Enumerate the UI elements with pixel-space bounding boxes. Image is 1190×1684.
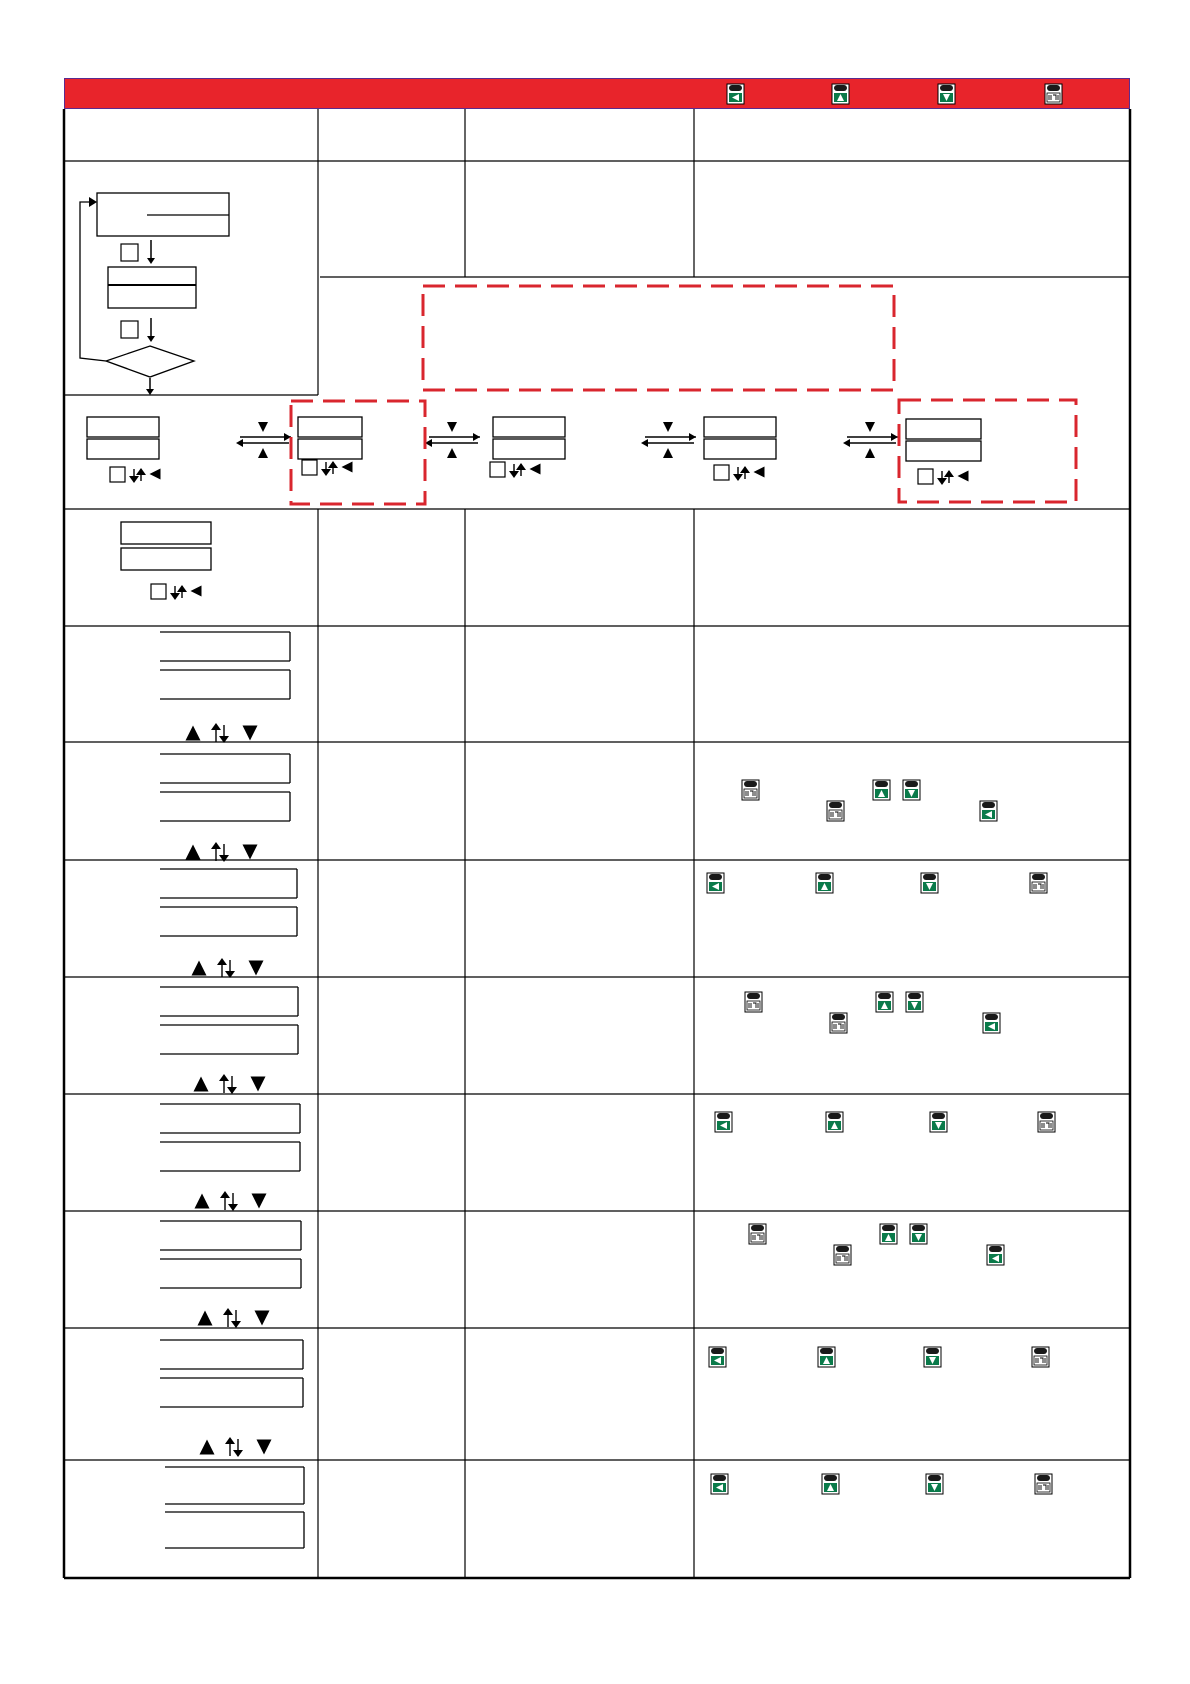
- up-triangle: [195, 1194, 210, 1209]
- enter-key-icon: [834, 1245, 851, 1265]
- menu-item: [704, 417, 776, 459]
- key-cap: [875, 781, 888, 787]
- key-cap: [829, 802, 842, 808]
- key-hint: [110, 467, 161, 483]
- up-triangle: [192, 961, 207, 976]
- arrow-head: [220, 1191, 230, 1198]
- up-key-icon: [816, 873, 833, 893]
- key-cap: [1032, 874, 1045, 880]
- key-cap: [751, 1225, 764, 1231]
- parameter-display: [160, 1104, 300, 1211]
- down-key-icon: [906, 992, 923, 1012]
- enter-key-icon: [1032, 1347, 1049, 1367]
- arrow-head: [170, 593, 180, 600]
- enter-key-icon: [1030, 873, 1047, 893]
- display-box: [108, 267, 196, 308]
- up-key-icon: [826, 1112, 843, 1132]
- up-key-icon: [873, 780, 890, 800]
- updown-hint: [186, 842, 258, 862]
- parameter-display: [121, 522, 211, 570]
- arrow-head: [944, 470, 954, 477]
- key-cap: [878, 993, 891, 999]
- loop-arrow-head: [89, 197, 97, 207]
- arrow-head: [236, 439, 243, 447]
- up-triangle: [447, 448, 457, 458]
- arrow-head: [136, 468, 146, 475]
- arrow-head: [211, 842, 221, 849]
- up-triangle: [663, 448, 673, 458]
- key-cap: [928, 1475, 941, 1481]
- arrow-head: [509, 471, 519, 478]
- menu-display: [87, 417, 159, 437]
- key-cap: [1034, 1348, 1047, 1354]
- swap-arrows: [843, 422, 898, 458]
- down-key-icon: [924, 1347, 941, 1367]
- check-square: [918, 469, 933, 484]
- parameter-display: [160, 1340, 303, 1457]
- menu-display: [493, 417, 565, 437]
- arrow-head: [219, 1074, 229, 1081]
- left-triangle: [150, 469, 161, 480]
- menu-item: [906, 419, 981, 461]
- arrow-head: [227, 1087, 237, 1094]
- arrow-head: [328, 461, 338, 468]
- key-cap: [711, 1348, 724, 1354]
- key-cap: [744, 781, 757, 787]
- down-triangle: [243, 726, 258, 741]
- up-key-icon: [880, 1224, 897, 1244]
- key-cap: [836, 1246, 849, 1252]
- menu-item: [298, 417, 362, 459]
- updown-hint: [186, 723, 258, 743]
- back-key-icon: [987, 1245, 1004, 1265]
- down-key-icon: [910, 1224, 927, 1244]
- menu-display: [906, 419, 981, 439]
- down-triangle: [865, 422, 875, 432]
- key-cap: [747, 993, 760, 999]
- back-key-icon: [980, 801, 997, 821]
- key-cap: [832, 1014, 845, 1020]
- key-cap: [982, 802, 995, 808]
- down-triangle: [252, 1194, 267, 1209]
- check-square: [110, 467, 125, 482]
- arrow-head: [516, 463, 526, 470]
- up-triangle: [186, 845, 201, 860]
- updown-hint: [194, 1074, 266, 1094]
- check-square: [121, 244, 138, 261]
- arrow-head: [219, 855, 229, 862]
- key-cap: [985, 1014, 998, 1020]
- enter-key-icon: [1038, 1112, 1055, 1132]
- key-cap: [932, 1113, 945, 1119]
- menu-display: [493, 439, 565, 459]
- arrow-head: [147, 336, 155, 342]
- swap-arrows: [425, 422, 480, 458]
- menu-item: [87, 417, 159, 459]
- key-hint: [302, 460, 353, 476]
- key-cap: [713, 1475, 726, 1481]
- key-cap: [923, 874, 936, 880]
- key-cap: [908, 993, 921, 999]
- up-triangle: [865, 448, 875, 458]
- arrow-head: [228, 1204, 238, 1211]
- loop-line: [80, 202, 106, 361]
- updown-hint: [200, 1437, 272, 1457]
- decision-diamond: [106, 346, 194, 377]
- down-triangle: [447, 422, 457, 432]
- arrow-head: [223, 1308, 233, 1315]
- key-cap: [882, 1225, 895, 1231]
- check-square: [714, 465, 729, 480]
- display-box: [121, 522, 211, 544]
- updown-hint: [198, 1308, 270, 1328]
- swap-arrows: [641, 422, 696, 458]
- menu-display: [87, 439, 159, 459]
- up-key-icon: [876, 992, 893, 1012]
- key-hint: [490, 462, 541, 478]
- arrow-head: [891, 433, 898, 441]
- down-key-icon: [930, 1112, 947, 1132]
- arrow-head: [129, 476, 139, 483]
- down-triangle: [663, 422, 673, 432]
- arrow-head: [211, 723, 221, 730]
- menu-display: [704, 439, 776, 459]
- up-triangle: [200, 1440, 215, 1455]
- arrow-head: [321, 469, 331, 476]
- arrow-head: [146, 389, 154, 395]
- display-box: [121, 548, 211, 570]
- key-hint: [714, 465, 765, 481]
- key-cap: [989, 1246, 1002, 1252]
- up-key-icon: [822, 1474, 839, 1494]
- back-key-icon: [715, 1112, 732, 1132]
- up-key-icon: [818, 1347, 835, 1367]
- enter-key-icon: [1035, 1474, 1052, 1494]
- up-triangle: [194, 1077, 209, 1092]
- down-triangle: [257, 1440, 272, 1455]
- highlight-callout: [423, 286, 894, 390]
- enter-key-icon: [827, 801, 844, 821]
- down-key-icon: [926, 1474, 943, 1494]
- key-hint: [151, 584, 202, 600]
- left-triangle: [342, 462, 353, 473]
- key-cap: [709, 874, 722, 880]
- enter-key-icon: [742, 780, 759, 800]
- left-triangle: [754, 467, 765, 478]
- arrow-head: [733, 474, 743, 481]
- parameter-display: [165, 1467, 304, 1548]
- key-cap: [717, 1113, 730, 1119]
- left-triangle: [191, 586, 202, 597]
- arrow-head: [177, 585, 187, 592]
- arrow-head: [233, 1450, 243, 1457]
- check-square: [302, 460, 317, 475]
- enter-key-icon: [830, 1013, 847, 1033]
- key-cap: [828, 1113, 841, 1119]
- key-cap: [818, 874, 831, 880]
- check-square: [151, 584, 166, 599]
- key-cap: [1037, 1475, 1050, 1481]
- back-key-icon: [711, 1474, 728, 1494]
- arrow-head: [937, 478, 947, 485]
- key-cap: [912, 1225, 925, 1231]
- up-triangle: [186, 726, 201, 741]
- arrow-head: [689, 433, 696, 441]
- arrow-head: [740, 466, 750, 473]
- up-triangle: [258, 448, 268, 458]
- key-hint: [918, 469, 969, 485]
- flow-arrow: [146, 378, 154, 395]
- menu-display: [906, 441, 981, 461]
- back-key-icon: [983, 1013, 1000, 1033]
- down-triangle: [255, 1311, 270, 1326]
- highlight-menu-item: [899, 400, 1076, 502]
- flow-arrow: [147, 240, 155, 264]
- menu-display: [298, 439, 362, 459]
- back-key-icon: [709, 1347, 726, 1367]
- flowchart: [80, 193, 229, 395]
- menu-display: [704, 417, 776, 437]
- down-triangle: [243, 845, 258, 860]
- menu-item: [493, 417, 565, 459]
- left-triangle: [530, 464, 541, 475]
- parameter-display: [160, 1221, 301, 1328]
- enter-key-icon: [745, 992, 762, 1012]
- parameter-display: [160, 754, 290, 862]
- arrow-head: [641, 439, 648, 447]
- enter-key-icon: [749, 1224, 766, 1244]
- key-cap: [820, 1348, 833, 1354]
- down-triangle: [249, 961, 264, 976]
- check-square: [121, 321, 138, 338]
- parameter-display: [160, 987, 298, 1094]
- arrow-head: [231, 1321, 241, 1328]
- key-cap: [1040, 1113, 1053, 1119]
- key-cap: [905, 781, 918, 787]
- updown-hint: [192, 958, 264, 978]
- parameter-display: [160, 632, 290, 743]
- menu-display: [298, 417, 362, 437]
- arrow-head: [225, 1437, 235, 1444]
- swap-arrows: [236, 422, 291, 458]
- arrow-head: [217, 958, 227, 965]
- down-key-icon: [903, 780, 920, 800]
- arrow-head: [843, 439, 850, 447]
- flow-arrow: [147, 318, 155, 342]
- arrow-head: [147, 258, 155, 264]
- down-triangle: [251, 1077, 266, 1092]
- parameter-display: [160, 869, 297, 978]
- key-cap: [926, 1348, 939, 1354]
- back-key-icon: [707, 873, 724, 893]
- down-triangle: [258, 422, 268, 432]
- key-cap: [824, 1475, 837, 1481]
- up-triangle: [198, 1311, 213, 1326]
- left-triangle: [958, 471, 969, 482]
- down-key-icon: [921, 873, 938, 893]
- arrow-head: [473, 433, 480, 441]
- check-square: [490, 462, 505, 477]
- updown-hint: [195, 1191, 267, 1211]
